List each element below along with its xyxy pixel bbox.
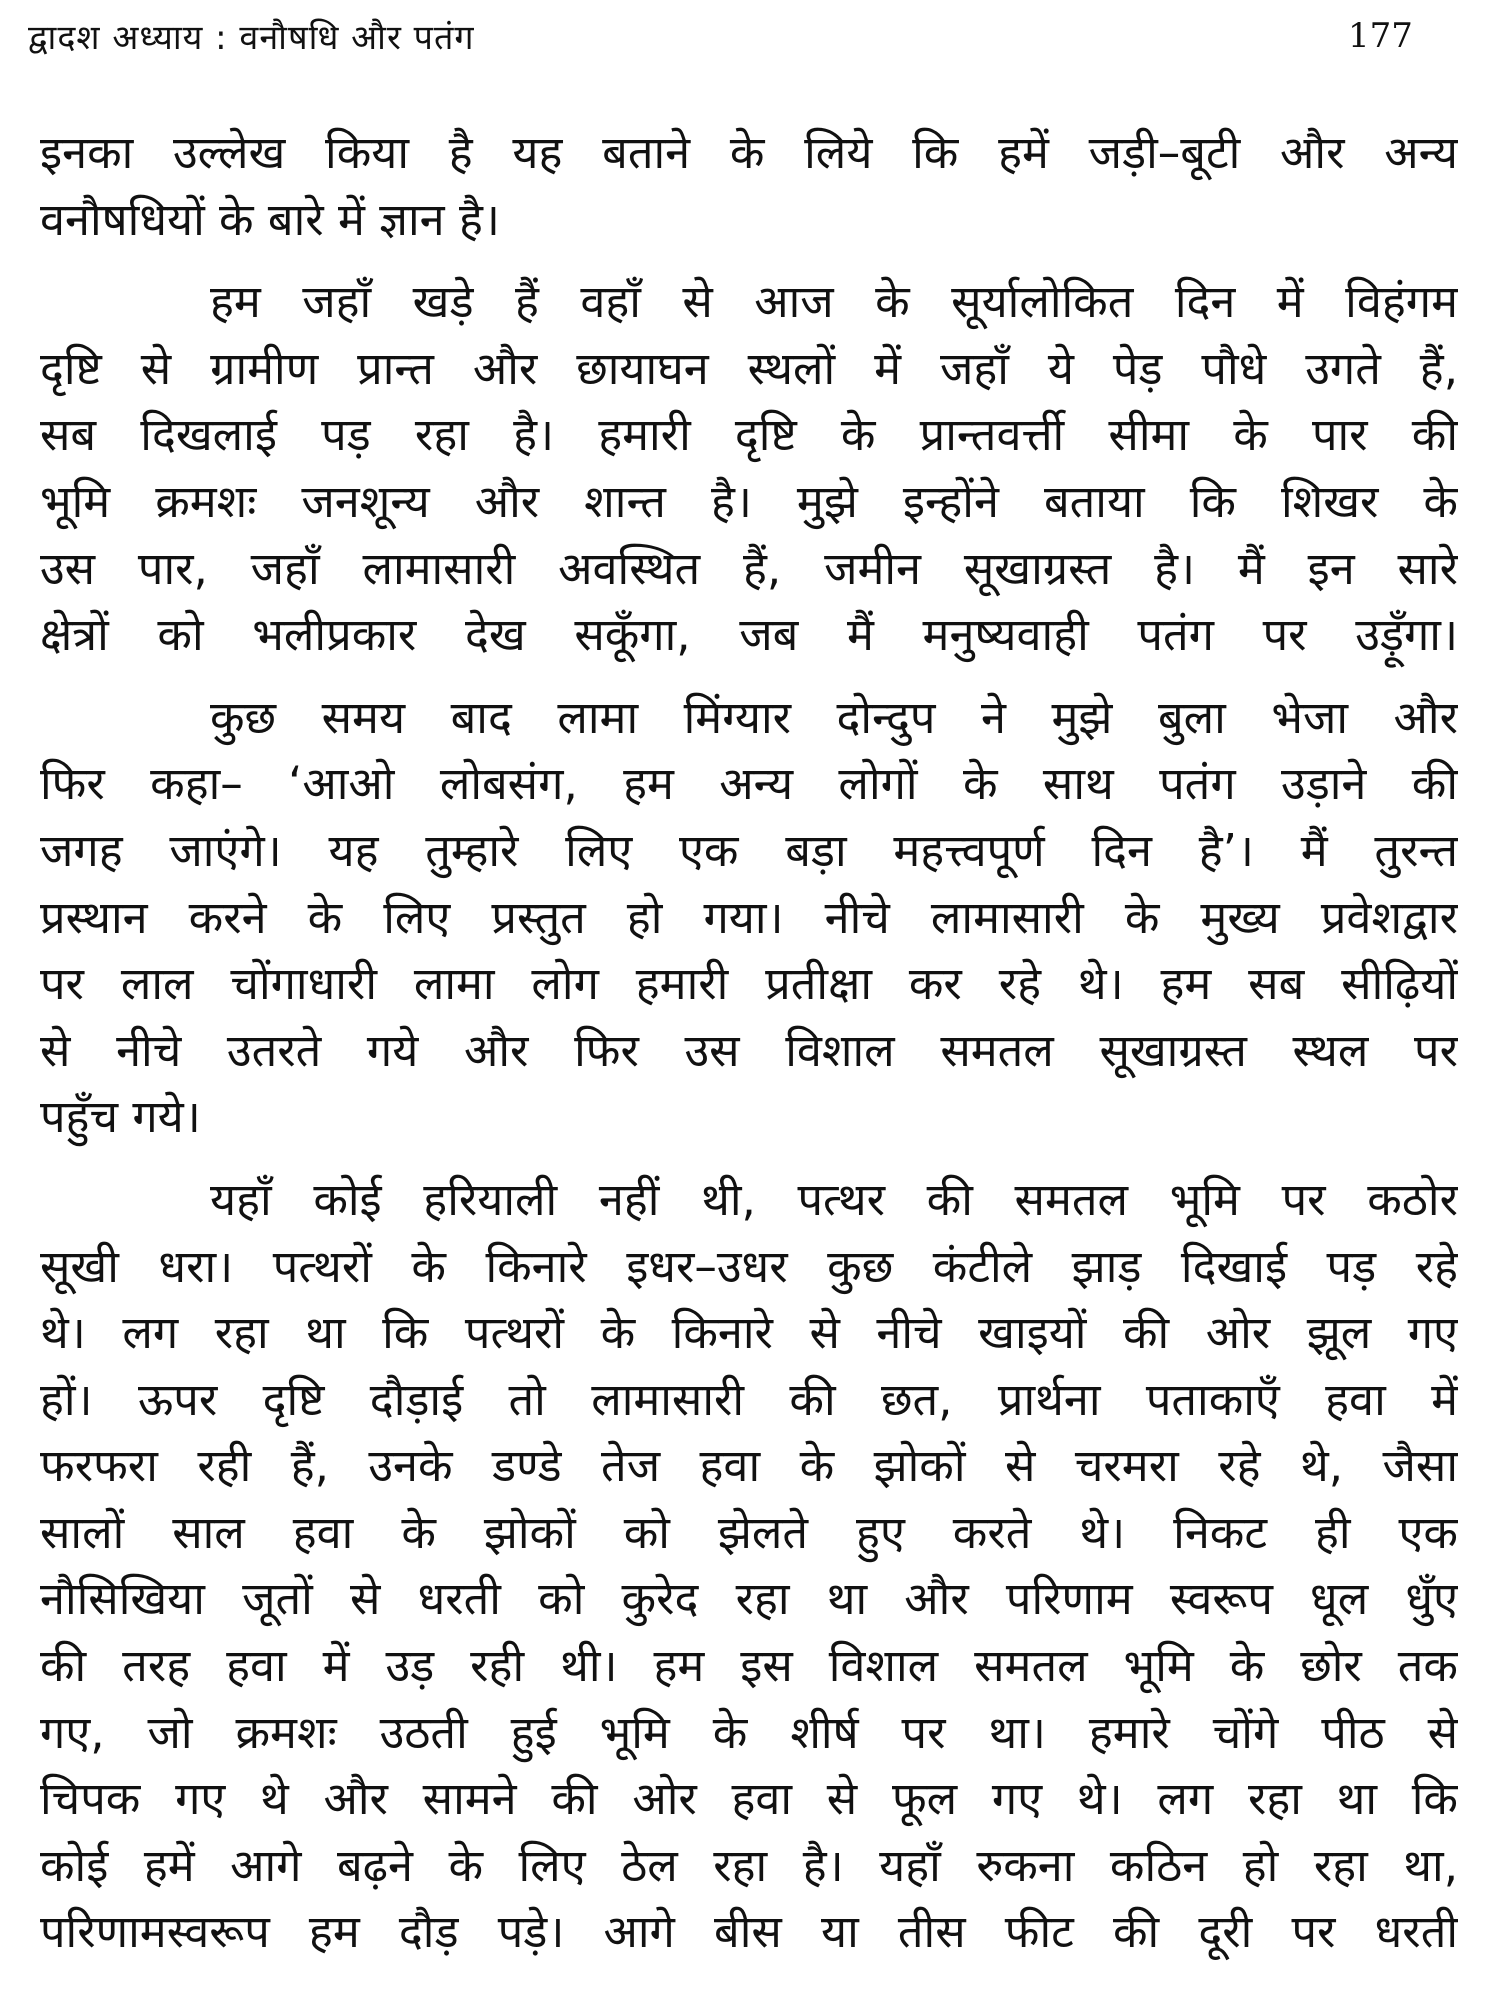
body-text <box>40 120 1458 1966</box>
text-line: थे। लग रहा था कि पत्थरों के किनारे से नीचे खाइयों की ओर झूल गए <box>40 1306 1458 1360</box>
text-line: चिपक गए थे और सामने की ओर हवा से फूल गए थे। लग रहा था कि <box>40 1772 1458 1826</box>
text-line: कोई हमें आगे बढ़ने के लिए ठेल रहा है। यहाँ रुकना कठिन हो रहा था, <box>40 1838 1458 1892</box>
text-line: जगह जाएंगे। यह तुम्हारे लिए एक बड़ा महत्त्वपूर्ण दिन है’। मैं तुरन्त <box>40 823 1458 877</box>
text-line: उस पार, जहाँ लामासारी अवस्थित हैं, जमीन सूखाग्रस्त है। मैं इन सारे <box>40 541 1458 595</box>
text-line: दृष्टि से ग्रामीण प्रान्त और छायाघन स्थलों में जहाँ ये पेड़ पौधे उगते हैं, <box>40 341 1458 395</box>
paragraph-2 <box>40 269 1458 669</box>
text-line: सब दिखलाई पड़ रहा है। हमारी दृष्टि के प्रान्तवर्त्ती सीमा के पार की <box>40 408 1458 462</box>
text-line: फरफरा रही हैं, उनके डण्डे तेज हवा के झोकों से चरमरा रहे थे, जैसा <box>40 1439 1458 1493</box>
text-line: गए, जो क्रमशः उठती हुई भूमि के शीर्ष पर था। हमारे चोंगे पीठ से <box>40 1705 1458 1759</box>
page-number: 177 <box>1348 16 1413 56</box>
text-line: की तरह हवा में उड़ रही थी। हम इस विशाल समतल भूमि के छोर तक <box>40 1639 1458 1693</box>
text-line: हों। ऊपर दृष्टि दौड़ाई तो लामासारी की छत, प्रार्थना पताकाएँ हवा में <box>40 1372 1458 1426</box>
text-line: परिणामस्वरूप हम दौड़ पड़े। आगे बीस या तीस फीट की दूरी पर धरती <box>40 1905 1458 1959</box>
text-line: पर लाल चोंगाधारी लामा लोग हमारी प्रतीक्षा कर रहे थे। हम सब सीढ़ियों <box>40 957 1458 1011</box>
text-line: नौसिखिया जूतों से धरती को कुरेद रहा था और परिणाम स्वरूप धूल धुँए <box>40 1572 1458 1626</box>
paragraph-1 <box>40 120 1458 253</box>
text-line: प्रस्थान करने के लिए प्रस्तुत हो गया। नीचे लामासारी के मुख्य प्रवेशद्वार <box>40 890 1458 944</box>
paragraph-3 <box>40 685 1458 1151</box>
running-header-title: द्वादश अध्याय : वनौषधि और पतंग <box>28 18 475 58</box>
text-line: भूमि क्रमशः जनशून्य और शान्त है। मुझे इन्होंने बताया कि शिखर के <box>40 474 1458 528</box>
text-line: इनका उल्लेख किया है यह बताने के लिये कि हमें जड़ी–बूटी और अन्य <box>40 126 1458 179</box>
paragraph-4 <box>40 1167 1458 1966</box>
text-line: वनौषधियों के बारे में ज्ञान है। <box>40 192 500 246</box>
text-line: पहुँच गये। <box>40 1090 201 1144</box>
text-line: हम जहाँ खड़े हैं वहाँ से आज के सूर्यालोकित दिन में विहंगम <box>210 275 1458 329</box>
text-line: क्षेत्रों को भलीप्रकार देख सकूँगा, जब मैं मनुष्यवाही पतंग पर उड़ूँगा। <box>40 608 1458 662</box>
text-line: फिर कहा– ‘आओ लोबसंग, हम अन्य लोगों के साथ पतंग उड़ाने की <box>40 757 1458 811</box>
text-line: सूखी धरा। पत्थरों के किनारे इधर–उधर कुछ कंटीले झाड़ दिखाई पड़ रहे <box>40 1239 1458 1293</box>
text-line: सालों साल हवा के झोकों को झेलते हुए करते थे। निकट ही एक <box>40 1505 1458 1559</box>
text-line: से नीचे उतरते गये और फिर उस विशाल समतल सूखाग्रस्त स्थल पर <box>40 1023 1458 1077</box>
text-line: कुछ समय बाद लामा मिंग्यार दोन्दुप ने मुझे बुला भेजा और <box>210 690 1458 744</box>
text-line: यहाँ कोई हरियाली नहीं थी, पत्थर की समतल भूमि पर कठोर <box>210 1172 1458 1226</box>
